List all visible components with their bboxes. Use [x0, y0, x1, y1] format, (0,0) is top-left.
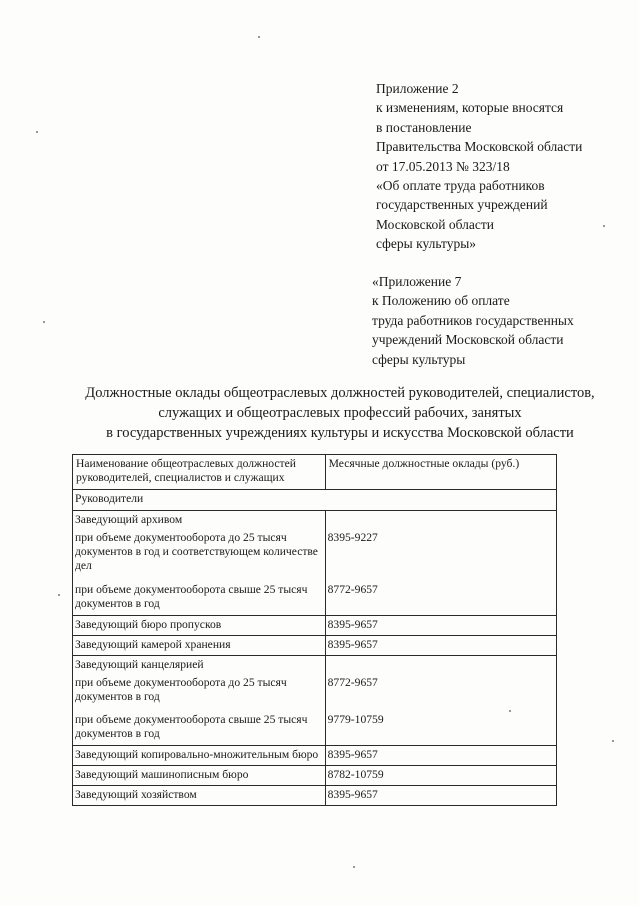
position-copy-bureau: Заведующий копировально-множительным бюро	[73, 746, 326, 766]
annex-inner-line: «Приложение 7	[372, 274, 462, 289]
position-typing-bureau: Заведующий машинописным бюро	[73, 766, 326, 786]
position-office-head: Заведующий канцелярией	[75, 658, 204, 671]
position-archive-head: Заведующий архивом	[75, 513, 183, 526]
title-line: служащих и общеотраслевых профессий рабочих, занятых	[158, 405, 522, 421]
salary-archive-2: 8772-9657	[327, 583, 378, 596]
position-office-sub1: при объеме документооборота до 25 тысяч документов в год	[75, 676, 287, 703]
position-archive-sub1: при объеме документооборота до 25 тысяч документов в год и соответствующем количестве дел	[75, 531, 318, 572]
header-position: Наименование общеотраслевых должностей руководителей, специалистов и служащих	[73, 455, 326, 490]
position-storage: Заведующий камерой хранения	[73, 636, 326, 656]
position-pass-bureau: Заведующий бюро пропусков	[73, 616, 326, 636]
scan-speck	[43, 321, 45, 323]
table-row	[73, 656, 557, 746]
title-line: в государственных учреждениях культуры и искусства Московской области	[106, 425, 574, 441]
annex-inner-line: сферы культуры	[372, 351, 466, 367]
salary-cell	[325, 511, 556, 616]
scan-speck	[258, 36, 260, 38]
annex-inner-line: учреждений Московской области	[372, 332, 564, 348]
salary-office-2: 9779-10759	[327, 713, 384, 726]
table-row	[73, 490, 557, 511]
salary-pass-bureau: 8395-9657	[325, 616, 556, 636]
salary-cell	[325, 656, 556, 746]
table-row	[73, 786, 557, 806]
table-row	[73, 636, 557, 656]
annex-line: в постановление	[376, 119, 472, 135]
annex-line: от 17.05.2013 № 323/18	[376, 158, 510, 174]
salary-archive-1: 8395-9227	[327, 531, 378, 544]
annex-line: «Об оплате труда работников	[376, 178, 545, 194]
table-row	[73, 766, 557, 786]
salary-household: 8395-9657	[325, 786, 556, 806]
header-salary: Месячные должностные оклады (руб.)	[325, 455, 556, 490]
annex-line: Московской области	[376, 216, 495, 232]
document-title	[60, 383, 620, 443]
scan-speck	[36, 131, 38, 133]
salary-table	[72, 454, 557, 806]
annex-line: Правительства Московской области	[376, 139, 583, 155]
annex-line: Приложение 2	[376, 81, 459, 96]
annex-line: к изменениям, которые вносятся	[376, 100, 564, 116]
salary-storage: 8395-9657	[325, 636, 556, 656]
salary-typing-bureau: 8782-10759	[325, 766, 556, 786]
annex-line: сферы культуры»	[376, 236, 477, 252]
annex-inner-line: к Положению об оплате	[372, 293, 510, 309]
annex-header	[376, 79, 631, 254]
position-cell	[73, 656, 326, 746]
salary-copy-bureau: 8395-9657	[325, 746, 556, 766]
scan-speck	[612, 740, 614, 742]
position-archive-sub2: при объеме документооборота свыше 25 тысяч документов в год	[75, 583, 308, 610]
table-row	[73, 746, 557, 766]
salary-office-1: 8772-9657	[327, 676, 378, 689]
scan-speck	[603, 225, 605, 227]
position-office-sub2: при объеме документооборота свыше 25 тысяч документов в год	[75, 713, 308, 740]
table-header-row	[73, 455, 557, 490]
section-managers: Руководители	[73, 490, 557, 511]
annex-line: государственных учреждений	[376, 197, 548, 213]
position-household: Заведующий хозяйством	[73, 786, 326, 806]
scan-speck	[509, 710, 511, 712]
position-cell	[73, 511, 326, 616]
title-line: Должностные оклады общеотраслевых должностей руководителей, специалистов,	[85, 385, 595, 401]
annex-inner-line: труда работников государственных	[372, 312, 574, 328]
scan-speck	[58, 594, 60, 596]
annex-inner-header	[372, 272, 634, 369]
table-row	[73, 616, 557, 636]
table-row	[73, 511, 557, 616]
scan-speck	[353, 866, 355, 868]
